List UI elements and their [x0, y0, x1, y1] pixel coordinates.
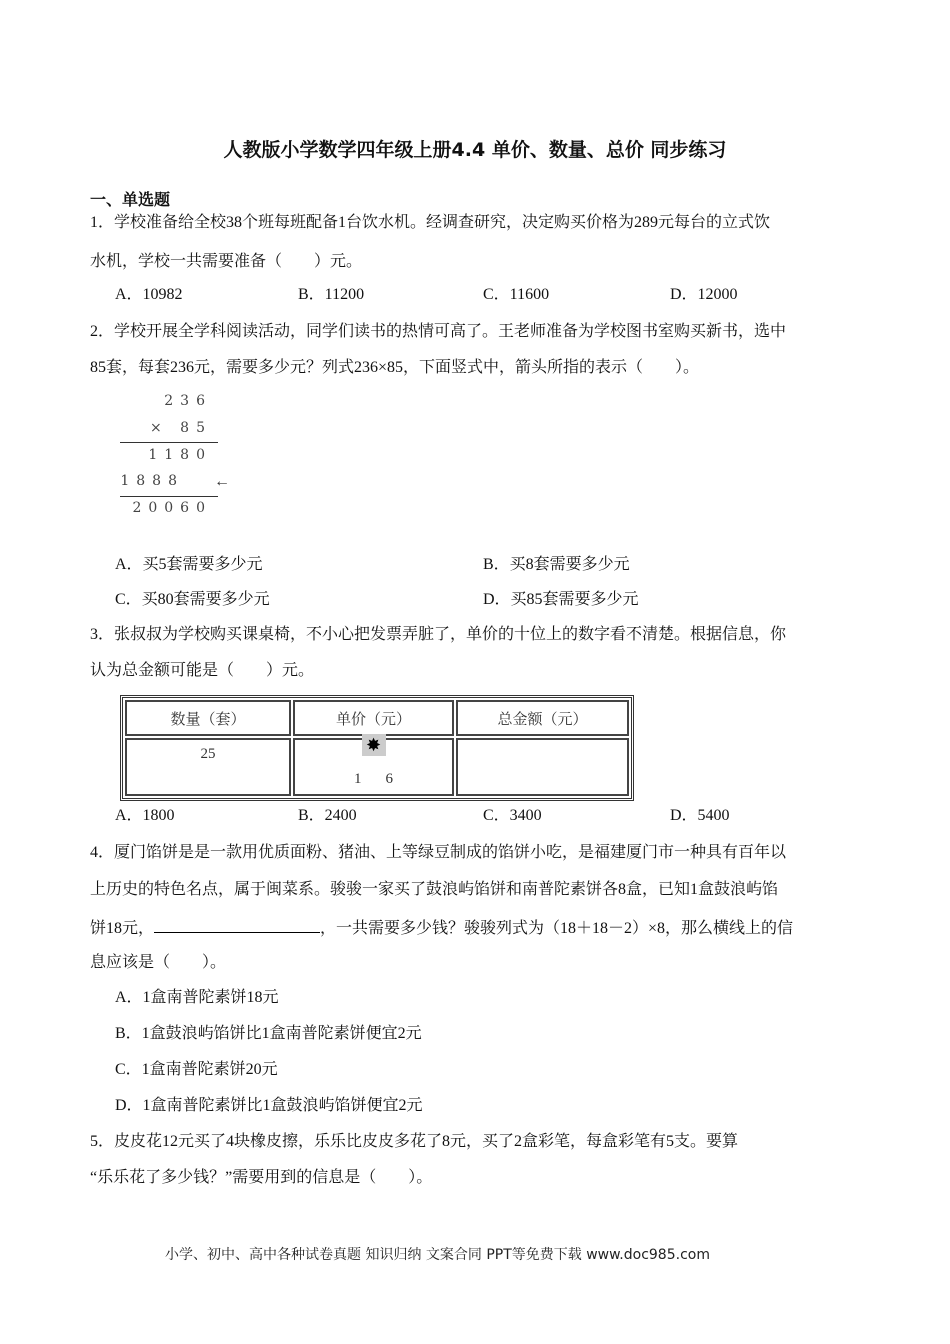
q1-option-b: B．11200	[298, 286, 365, 303]
ink-blot-icon: ✸	[362, 734, 386, 756]
q2-text: 2．学校开展全学科阅读活动，同学们读书的热情可高了。王老师准备为学校图书室购买新书，选中	[90, 323, 787, 340]
q2-text: 85套，每套236元，需要多少元？列式236×85，下面竖式中，箭头所指的表示（ ）。	[90, 359, 700, 376]
header-total: 总金额（元）	[456, 700, 629, 736]
cell-total	[456, 738, 629, 796]
q4-text-part: ，一共需要多少钱？骏骏列式为（18＋18－2）×8，那么横线上的信	[320, 920, 794, 937]
q1-option-d: D．12000	[670, 286, 738, 303]
price-digit-ones: 6	[385, 771, 393, 787]
q1-text: 1．学校准备给全校38个班每班配备1台饮水机。经调查研究，决定购买价格为289元每台的立式饮	[90, 214, 771, 231]
calc-multiplicand: 236	[164, 393, 212, 409]
q5-text: “乐乐花了多少钱？”需要用到的信息是（ ）。	[90, 1169, 433, 1186]
q5-text: 5．皮皮花12元买了4块橡皮擦，乐乐比皮皮多花了8元，买了2盒彩笔，每盒彩笔有5支。要算	[90, 1133, 739, 1150]
q4-option-a: A．1盒南普陀素饼18元	[115, 989, 279, 1006]
q4-option-b: B．1盒鼓浪屿馅饼比1盒南普陀素饼便宜2元	[115, 1025, 422, 1042]
section-heading: 一、单选题	[90, 190, 171, 209]
q2-option-c: C．买80套需要多少元	[115, 591, 270, 608]
page-title: 人教版小学数学四年级上册4.4 单价、数量、总价 同步练习	[223, 139, 727, 161]
calc-partial-2: 1888	[120, 473, 184, 489]
header-unit-price: 单价（元）	[293, 700, 454, 736]
invoice-table	[120, 695, 634, 801]
q4-text: 息应该是（ ）。	[90, 954, 227, 971]
q3-option-c: C．3400	[483, 807, 542, 824]
q4-text-part: 饼18元，	[90, 920, 155, 937]
q4-text	[90, 916, 793, 939]
q1-option-a: A．10982	[115, 286, 183, 303]
calc-line	[120, 496, 218, 497]
q3-option-a: A．1800	[115, 807, 175, 824]
price-digit-hundreds: 1	[354, 771, 362, 787]
header-quantity: 数量（套）	[125, 700, 291, 736]
q3-text: 3．张叔叔为学校购买课桌椅，不小心把发票弄脏了，单价的十位上的数字看不清楚。根据信息，你	[90, 626, 787, 643]
q3-option-d: D．5400	[670, 807, 730, 824]
q3-option-b: B．2400	[298, 807, 357, 824]
calc-line	[120, 442, 218, 443]
arrow-icon: ←	[214, 473, 230, 490]
q1-option-c: C．11600	[483, 286, 550, 303]
calc-multiplier: × 85	[150, 420, 212, 436]
fill-blank	[154, 916, 320, 933]
footer-text: 小学、初中、高中各种试卷真题 知识归纳 文案合同 PPT等免费下载 www.doc985.com	[165, 1247, 710, 1263]
cell-unit-price	[293, 735, 454, 796]
calc-result: 20060	[132, 500, 212, 516]
q1-text: 水机，学校一共需要准备（ ）元。	[90, 253, 363, 270]
q2-option-d: D．买85套需要多少元	[483, 591, 639, 608]
q2-option-b: B．买8套需要多少元	[483, 556, 630, 573]
cell-quantity: 25	[125, 738, 291, 796]
calc-partial-1: 1180	[148, 447, 212, 463]
q4-option-d: D．1盒南普陀素饼比1盒鼓浪屿馅饼便宜2元	[115, 1097, 423, 1114]
q3-text: 认为总金额可能是（ ）元。	[90, 662, 315, 679]
q4-text: 上历史的特色名点，属于闽菜系。骏骏一家买了鼓浪屿馅饼和南普陀素饼各8盒，已知1盒鼓浪屿馅	[90, 881, 779, 898]
q4-option-c: C．1盒南普陀素饼20元	[115, 1061, 278, 1078]
q4-text: 4．厦门馅饼是是一款用优质面粉、猪油、上等绿豆制成的馅饼小吃，是福建厦门市一种具有百年以	[90, 844, 787, 861]
q2-option-a: A．买5套需要多少元	[115, 556, 263, 573]
